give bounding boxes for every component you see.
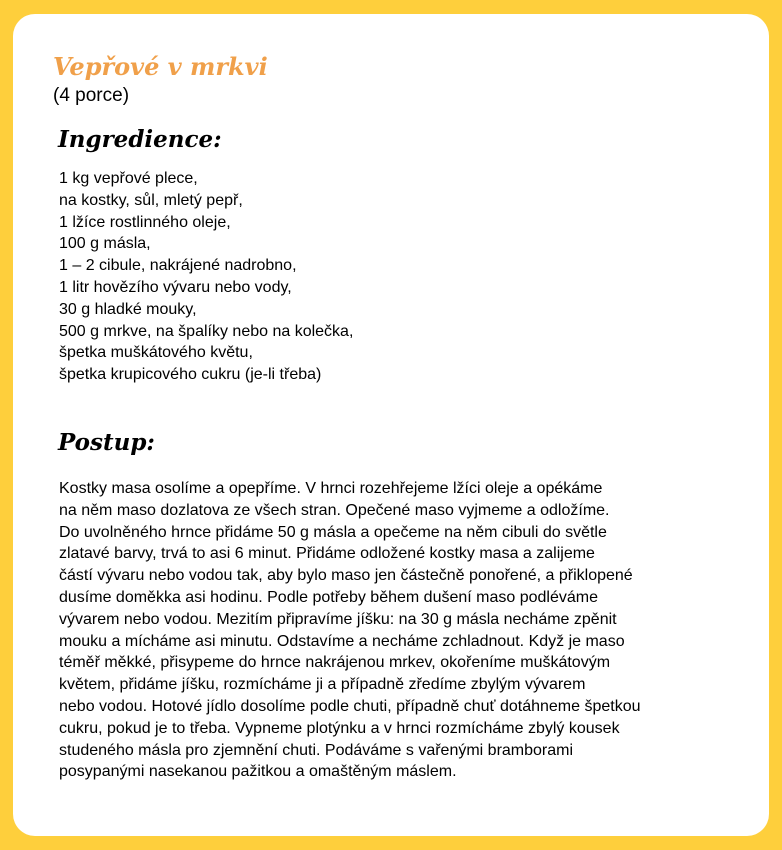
- ingredient-item: 1 lžíce rostlinného oleje,: [59, 213, 231, 231]
- steps-line: mouku a mícháme asi minutu. Odstavíme a necháme zchladnout. Když je maso: [59, 632, 625, 650]
- steps-line: dusíme doměkka asi hodinu. Podle potřeby během dušení maso podléváme: [59, 588, 598, 606]
- steps-line: zlatavé barvy, trvá to asi 6 minut. Přidáme odložené kostky masa a zalijeme: [59, 545, 595, 563]
- ingredient-item: 30 g hladké mouky,: [59, 300, 197, 318]
- steps-line: cukru, pokud je to třeba. Vypneme plotýnku a v hrnci rozmícháme zbylý kousek: [59, 719, 620, 737]
- recipe-title: Vepřové v mrkvi: [53, 52, 268, 81]
- steps-line: téměř měkké, přisypeme do hrnce nakrájenou mrkev, okořeníme muškátovým: [59, 654, 611, 672]
- steps-line: Kostky masa osolíme a opepříme. V hrnci rozehřejeme lžíci oleje a opékáme: [59, 480, 603, 497]
- servings-label: (4 porce): [53, 85, 130, 106]
- steps-line: studeného másla pro zjemnění chuti. Podáváme s vařenými bramborami: [59, 741, 574, 759]
- ingredients-heading: Ingredience:: [58, 126, 222, 153]
- ingredient-item: 1 litr hovězího vývaru nebo vody,: [59, 278, 292, 296]
- steps-line: nebo vodou. Hotové jídlo dosolíme podle chuti, případně chuť dotáhneme špetkou: [59, 697, 641, 715]
- steps-heading: Postup:: [58, 429, 155, 456]
- ingredient-item: 100 g másla,: [59, 235, 151, 253]
- steps-line: na něm maso dozlatova ze všech stran. Opečené maso vyjmeme a odložíme.: [59, 501, 610, 519]
- steps-line: částí vývaru nebo vodou tak, aby bylo maso jen částečně ponořené, a přiklopené: [59, 567, 633, 585]
- ingredient-item: špetka muškátového květu,: [59, 344, 253, 362]
- steps-line: Do uvolněného hrnce přidáme 50 g másla a opečeme na něm cibuli do světle: [59, 523, 607, 541]
- ingredient-item: 1 kg vepřové plece,: [59, 170, 198, 187]
- recipe-card: [13, 14, 769, 836]
- ingredient-item: 500 g mrkve, na špalíky nebo na kolečka,: [59, 322, 354, 340]
- steps-line: posypanými nasekanou pažitkou a omaštěným máslem.: [59, 763, 457, 781]
- ingredient-item: na kostky, sůl, mletý pepř,: [59, 191, 243, 209]
- ingredient-item: špetka krupicového cukru (je-li třeba): [59, 366, 322, 384]
- ingredient-item: 1 – 2 cibule, nakrájené nadrobno,: [59, 257, 297, 275]
- steps-line: květem, přidáme jíšku, rozmícháme ji a případně zředíme zbylým vývarem: [59, 676, 586, 694]
- steps-text: [59, 478, 641, 783]
- steps-line: vývarem nebo vodou. Mezitím připravíme jíšku: na 30 g másla necháme zpěnit: [59, 610, 617, 628]
- ingredients-list: [59, 168, 353, 386]
